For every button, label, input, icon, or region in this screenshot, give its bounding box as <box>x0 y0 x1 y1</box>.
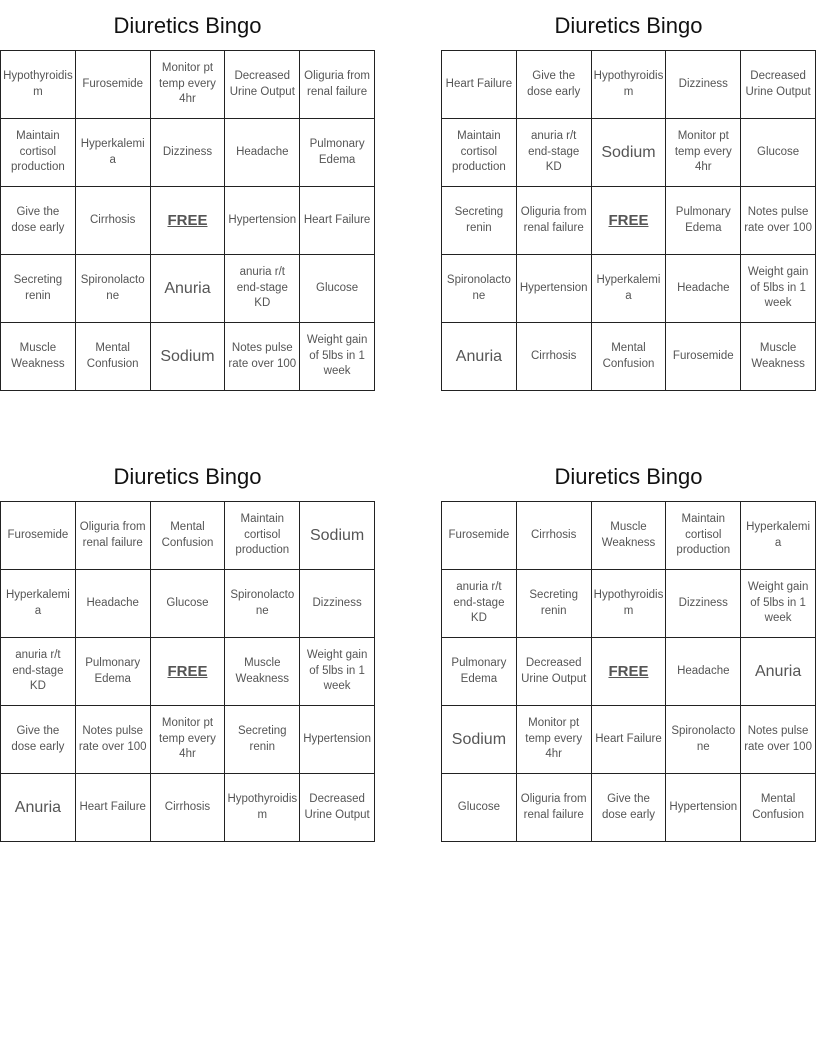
bingo-cell: Spironolactone <box>442 255 517 323</box>
bingo-cell: Notes pulse rate over 100 <box>741 706 816 774</box>
bingo-cell: Notes pulse rate over 100 <box>75 706 150 774</box>
bingo-cell: Hypothyroidism <box>591 51 666 119</box>
bingo-cell: Oliguria from renal failure <box>516 774 591 842</box>
bingo-cell: Hyperkalemia <box>75 119 150 187</box>
bingo-cell: Hypertension <box>666 774 741 842</box>
bingo-cell: Spironolactone <box>225 570 300 638</box>
free-space: FREE <box>591 638 666 706</box>
bingo-cell: Weight gain of 5lbs in 1 week <box>741 570 816 638</box>
bingo-cell: Mental Confusion <box>741 774 816 842</box>
bingo-cell: Anuria <box>1 774 76 842</box>
free-space: FREE <box>591 187 666 255</box>
bingo-cell: Give the dose early <box>1 706 76 774</box>
bingo-cell: anuria r/t end-stage KD <box>1 638 76 706</box>
bingo-cell: Weight gain of 5lbs in 1 week <box>300 638 375 706</box>
bingo-cell: Notes pulse rate over 100 <box>741 187 816 255</box>
bingo-cell: Monitor pt temp every 4hr <box>150 51 225 119</box>
bingo-grid <box>0 50 375 391</box>
bingo-cell: Cirrhosis <box>75 187 150 255</box>
bingo-cell: Hypertension <box>300 706 375 774</box>
bingo-cell: Pulmonary Edema <box>442 638 517 706</box>
bingo-cell: Anuria <box>741 638 816 706</box>
bingo-cell: Dizziness <box>150 119 225 187</box>
bingo-cell: Heart Failure <box>75 774 150 842</box>
bingo-cell: Give the dose early <box>1 187 76 255</box>
bingo-cell: Mental Confusion <box>150 502 225 570</box>
bingo-cell: Sodium <box>442 706 517 774</box>
bingo-cell: Furosemide <box>666 323 741 391</box>
bingo-cell: Glucose <box>741 119 816 187</box>
bingo-grid <box>0 501 375 842</box>
bingo-cell: Glucose <box>150 570 225 638</box>
bingo-cell: Furosemide <box>442 502 517 570</box>
bingo-cell: Secreting renin <box>1 255 76 323</box>
card-title: Diuretics Bingo <box>554 464 703 489</box>
bingo-cell: Hypothyroidism <box>225 774 300 842</box>
card-title: Diuretics Bingo <box>113 13 262 38</box>
bingo-cell: Hyperkalemia <box>591 255 666 323</box>
bingo-cell: Hyperkalemia <box>741 502 816 570</box>
bingo-cell: Maintain cortisol production <box>225 502 300 570</box>
bingo-cell: Heart Failure <box>591 706 666 774</box>
bingo-cell: Anuria <box>442 323 517 391</box>
bingo-cell: Dizziness <box>666 51 741 119</box>
bingo-cell: Cirrhosis <box>516 502 591 570</box>
card-title: Diuretics Bingo <box>554 13 703 38</box>
bingo-cell: Spironolactone <box>75 255 150 323</box>
bingo-cell: Furosemide <box>75 51 150 119</box>
bingo-cell: Dizziness <box>300 570 375 638</box>
bingo-cell: Hypothyroidism <box>1 51 76 119</box>
bingo-cell: Pulmonary Edema <box>666 187 741 255</box>
bingo-cell: Decreased Urine Output <box>516 638 591 706</box>
bingo-cell: Hyperkalemia <box>1 570 76 638</box>
bingo-cell: Secreting renin <box>225 706 300 774</box>
bingo-grid <box>441 50 816 391</box>
bingo-cell: Heart Failure <box>442 51 517 119</box>
bingo-cell: Muscle Weakness <box>1 323 76 391</box>
free-space: FREE <box>150 638 225 706</box>
bingo-cell: Anuria <box>150 255 225 323</box>
bingo-cell: Monitor pt temp every 4hr <box>516 706 591 774</box>
bingo-cell: Mental Confusion <box>591 323 666 391</box>
bingo-cell: Maintain cortisol production <box>442 119 517 187</box>
bingo-cell: anuria r/t end-stage KD <box>442 570 517 638</box>
bingo-cell: Pulmonary Edema <box>300 119 375 187</box>
bingo-cell: Monitor pt temp every 4hr <box>666 119 741 187</box>
bingo-cell: Spironolactone <box>666 706 741 774</box>
card-title: Diuretics Bingo <box>113 464 262 489</box>
bingo-cell: Sodium <box>591 119 666 187</box>
bingo-cell: Muscle Weakness <box>591 502 666 570</box>
bingo-cell: Headache <box>666 638 741 706</box>
bingo-cell: Oliguria from renal failure <box>300 51 375 119</box>
bingo-cell: Decreased Urine Output <box>300 774 375 842</box>
bingo-cell: Headache <box>666 255 741 323</box>
bingo-cell: Mental Confusion <box>75 323 150 391</box>
bingo-grid <box>441 501 816 842</box>
bingo-cell: Oliguria from renal failure <box>75 502 150 570</box>
bingo-cell: Decreased Urine Output <box>225 51 300 119</box>
bingo-cell: Weight gain of 5lbs in 1 week <box>741 255 816 323</box>
free-space: FREE <box>150 187 225 255</box>
bingo-cell: Headache <box>225 119 300 187</box>
bingo-cell: Hypertension <box>225 187 300 255</box>
bingo-cell: Hypertension <box>516 255 591 323</box>
bingo-cell: Muscle Weakness <box>225 638 300 706</box>
bingo-cell: anuria r/t end-stage KD <box>516 119 591 187</box>
bingo-cell: Cirrhosis <box>516 323 591 391</box>
bingo-cell: Sodium <box>300 502 375 570</box>
bingo-cell: Decreased Urine Output <box>741 51 816 119</box>
bingo-cell: Sodium <box>150 323 225 391</box>
bingo-cell: Dizziness <box>666 570 741 638</box>
bingo-cell: Cirrhosis <box>150 774 225 842</box>
bingo-cell: Maintain cortisol production <box>666 502 741 570</box>
bingo-cell: Furosemide <box>1 502 76 570</box>
bingo-cell: Hypothyroidism <box>591 570 666 638</box>
bingo-cell: Notes pulse rate over 100 <box>225 323 300 391</box>
bingo-cell: Give the dose early <box>591 774 666 842</box>
bingo-cell: Headache <box>75 570 150 638</box>
bingo-cell: Oliguria from renal failure <box>516 187 591 255</box>
bingo-cell: Secreting renin <box>516 570 591 638</box>
bingo-cell: anuria r/t end-stage KD <box>225 255 300 323</box>
bingo-cell: Give the dose early <box>516 51 591 119</box>
bingo-cell: Glucose <box>300 255 375 323</box>
bingo-cell: Heart Failure <box>300 187 375 255</box>
bingo-cell: Monitor pt temp every 4hr <box>150 706 225 774</box>
bingo-cell: Glucose <box>442 774 517 842</box>
bingo-cell: Pulmonary Edema <box>75 638 150 706</box>
bingo-cell: Secreting renin <box>442 187 517 255</box>
bingo-cell: Maintain cortisol production <box>1 119 76 187</box>
bingo-cell: Weight gain of 5lbs in 1 week <box>300 323 375 391</box>
bingo-cell: Muscle Weakness <box>741 323 816 391</box>
